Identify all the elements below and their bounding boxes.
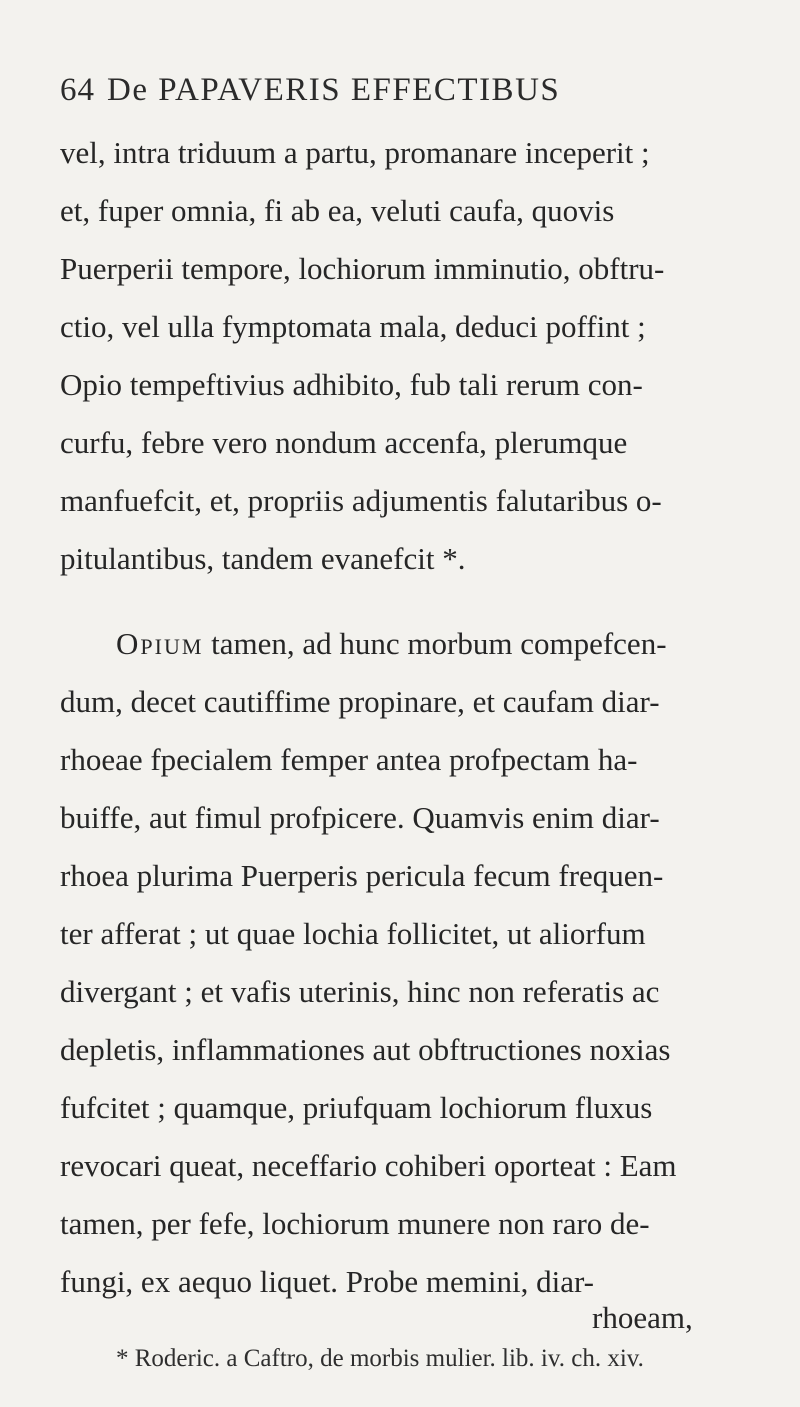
text-line: fungi, ex aequo liquet. Probe memini, diar- bbox=[60, 1264, 594, 1299]
text-line: Opio tempeftivius adhibito, fub tali rerum con- bbox=[60, 367, 643, 402]
text-line: Puerperii tempore, lochiorum imminutio, obftru- bbox=[60, 251, 665, 286]
running-head bbox=[60, 72, 720, 109]
text-line: ctio, vel ulla fymptomata mala, deduci poffint ; bbox=[60, 309, 646, 344]
text-line: ter afferat ; ut quae lochia follicitet, ut aliorfum bbox=[60, 916, 646, 951]
paragraph-initial-word: Opium bbox=[116, 626, 204, 661]
text-line: rhoeae fpecialem femper antea profpectam ha- bbox=[60, 742, 638, 777]
running-title: De PAPAVERIS EFFECTIBUS bbox=[107, 72, 561, 108]
text-line: buiffe, aut fimul profpicere. Quamvis enim diar- bbox=[60, 800, 660, 835]
text-line: depletis, inflammationes aut obftructiones noxias bbox=[60, 1032, 671, 1067]
text-line: pitulantibus, tandem evanefcit *. bbox=[60, 541, 466, 576]
page-number: 64 bbox=[60, 72, 95, 108]
text-line: manfuefcit, et, propriis adjumentis falutaribus o- bbox=[60, 483, 662, 518]
text-line: et, fuper omnia, fi ab ea, veluti caufa, quovis bbox=[60, 193, 615, 228]
text-fragment: tamen, ad hunc morbum compefcen- bbox=[203, 626, 667, 661]
text-line: revocari queat, neceffario cohiberi oporteat : Eam bbox=[60, 1148, 677, 1183]
text-line: vel, intra triduum a partu, promanare inceperit ; bbox=[60, 135, 650, 170]
catchword: rhoeam, bbox=[592, 1300, 693, 1335]
text-line: curfu, febre vero nondum accenfa, plerumque bbox=[60, 425, 628, 460]
text-line: fufcitet ; quamque, priufquam lochiorum fluxus bbox=[60, 1090, 653, 1125]
text-line: dum, decet cautiffime propinare, et caufam diar- bbox=[60, 684, 660, 719]
text-line: rhoea plurima Puerperis pericula fecum frequen- bbox=[60, 858, 664, 893]
footnote: * Roderic. a Caftro, de morbis mulier. lib. iv. ch. xiv. bbox=[116, 1345, 644, 1372]
text-line: divergant ; et vafis uterinis, hinc non referatis ac bbox=[60, 974, 660, 1009]
text-line: tamen, per fefe, lochiorum munere non raro de- bbox=[60, 1206, 650, 1241]
paragraph-first-line bbox=[116, 626, 667, 662]
